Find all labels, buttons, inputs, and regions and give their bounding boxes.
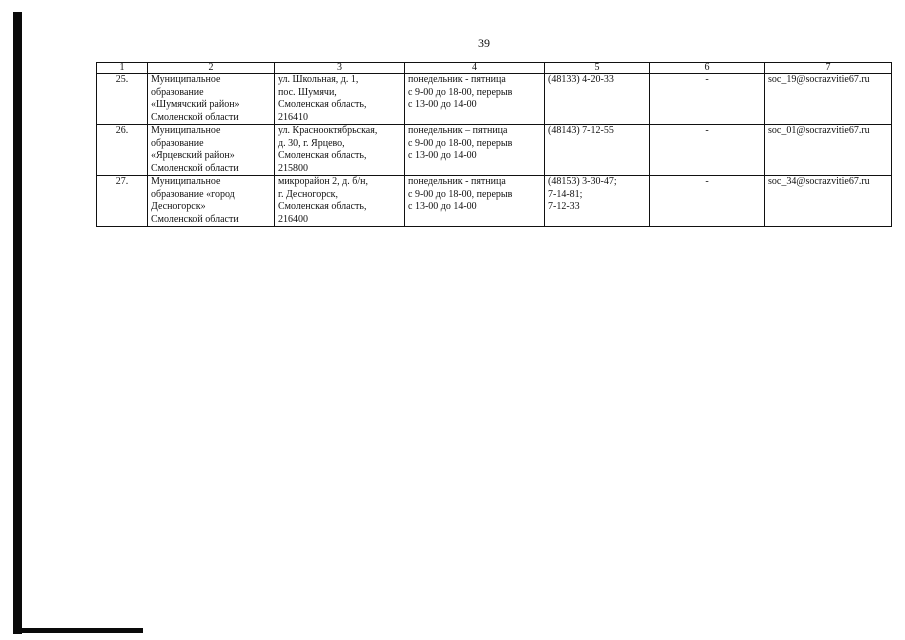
address-line: Смоленская область,	[278, 99, 367, 110]
address-line: г. Десногорск,	[278, 188, 339, 200]
address-line: ул. Школьная, д. 1,	[278, 74, 359, 85]
organization-cell	[148, 125, 275, 176]
phone-line: 7-12-33	[548, 201, 580, 212]
column-header-6: 6	[650, 63, 765, 74]
address-line: Смоленская область,	[278, 201, 367, 212]
row-number: 27.	[97, 176, 148, 227]
column-header-5: 5	[545, 63, 650, 74]
organization-cell	[148, 176, 275, 227]
address-line: ул. Красноoктябрьская,	[278, 125, 378, 136]
schedule-line: с 9-00 до 18-00, перерыв	[408, 188, 513, 200]
address-line: д. 30, г. Ярцево,	[278, 137, 345, 149]
organization-line: Смоленской области	[151, 162, 239, 174]
phone-line: (48133) 4-20-33	[548, 74, 614, 85]
organization-line: «Шумячский район»	[151, 99, 240, 110]
organization-line: Смоленской области	[151, 111, 239, 123]
column-header-3: 3	[275, 63, 405, 74]
table-row	[97, 125, 892, 176]
address-line: 216410	[278, 111, 308, 123]
organization-line: «Ярцевский район»	[151, 150, 235, 161]
email-cell: soc_19@socrazvitie67.ru	[765, 74, 892, 125]
column-6-cell: -	[650, 176, 765, 227]
schedule-cell	[405, 125, 545, 176]
address-line: микрорайон 2, д. б/н,	[278, 176, 368, 187]
address-line: 215800	[278, 162, 308, 174]
address-line: Смоленская область,	[278, 150, 367, 161]
address-cell	[275, 74, 405, 125]
column-header-7: 7	[765, 63, 892, 74]
row-number: 25.	[97, 74, 148, 125]
column-6-cell: -	[650, 74, 765, 125]
schedule-line: понедельник - пятница	[408, 74, 506, 85]
schedule-line: с 13-00 до 14-00	[408, 201, 477, 212]
table-row	[97, 74, 892, 125]
address-line: пос. Шумячи,	[278, 86, 337, 98]
schedule-line: с 9-00 до 18-00, перерыв	[408, 137, 513, 149]
email-cell: soc_34@socrazvitie67.ru	[765, 176, 892, 227]
schedule-line: с 13-00 до 14-00	[408, 150, 477, 161]
phone-cell	[545, 125, 650, 176]
organization-line: образование	[151, 86, 204, 98]
organization-cell	[148, 74, 275, 125]
organization-line: образование	[151, 137, 204, 149]
phone-cell	[545, 176, 650, 227]
organization-line: Муниципальное	[151, 74, 221, 85]
institutions-table	[96, 62, 892, 227]
column-header-4: 4	[405, 63, 545, 74]
scan-binding-edge	[13, 12, 22, 634]
schedule-line: понедельник - пятница	[408, 176, 506, 187]
schedule-cell	[405, 176, 545, 227]
page-number: 39	[478, 36, 490, 50]
schedule-line: понедельник – пятница	[408, 125, 508, 136]
organization-line: Смоленской области	[151, 213, 239, 225]
column-header-2: 2	[148, 63, 275, 74]
phone-line: (48153) 3-30-47;	[548, 176, 617, 187]
schedule-cell	[405, 74, 545, 125]
address-cell	[275, 125, 405, 176]
phone-line: 7-14-81;	[548, 188, 583, 200]
address-cell	[275, 176, 405, 227]
schedule-line: с 9-00 до 18-00, перерыв	[408, 86, 513, 98]
organization-line: образование «город	[151, 188, 235, 200]
organization-line: Муниципальное	[151, 125, 221, 136]
row-number: 26.	[97, 125, 148, 176]
column-number-row	[97, 63, 892, 74]
organization-line: Десногорск»	[151, 201, 206, 212]
email-cell: soc_01@socrazvitie67.ru	[765, 125, 892, 176]
phone-cell	[545, 74, 650, 125]
address-line: 216400	[278, 213, 308, 225]
column-header-1: 1	[97, 63, 148, 74]
scan-bottom-edge	[13, 628, 143, 633]
column-6-cell: -	[650, 125, 765, 176]
phone-line: (48143) 7-12-55	[548, 125, 614, 136]
schedule-line: с 13-00 до 14-00	[408, 99, 477, 110]
table-row	[97, 176, 892, 227]
organization-line: Муниципальное	[151, 176, 221, 187]
